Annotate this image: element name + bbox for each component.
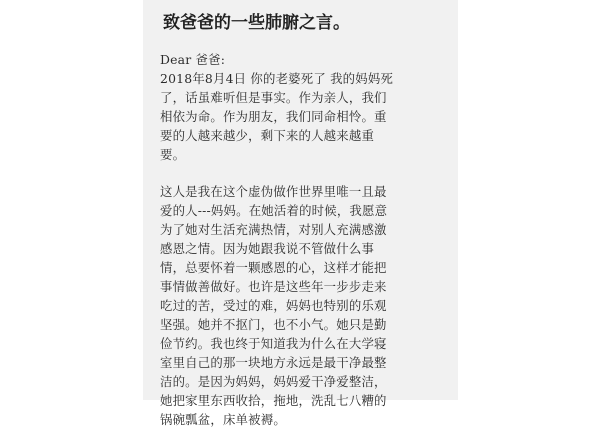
letter-title: 致爸爸的一些肺腑之言。 [163, 13, 350, 33]
paragraph2-line: 感恩之情。因为她跟我说不管做什么事 [160, 241, 375, 256]
salutation: Dear 爸爸: [160, 52, 226, 67]
paragraph2-line: 爱的人---妈妈。在她活着的时候，我愿意 [160, 203, 388, 218]
right-margin [458, 0, 600, 400]
paragraph2-line: 俭节约。我也终于知道我为什么在大学寝 [160, 336, 387, 351]
paragraph-gap [160, 164, 444, 182]
paragraph2-line: 锅碗瓢盆，床单被褥。 [160, 412, 286, 427]
paragraph2-line: 吃过的苦，受过的难，妈妈也特别的乐观 [160, 298, 387, 313]
paragraph2-line: 为了她对生活充满热情，对别人充满感激 [160, 222, 387, 237]
paragraph2-line: 这人是我在这个虚伪做作世界里唯一且最 [160, 184, 387, 199]
paragraph1-line: 要。 [160, 147, 186, 162]
paragraph1-line: 2018年8月4日 你的老婆死了 我的妈妈死 [160, 71, 394, 86]
letter-body [160, 50, 444, 429]
letter-page [143, 0, 458, 427]
paragraph2-line: 洁的。是因为妈妈，妈妈爱干净爱整洁， [160, 374, 387, 389]
paragraph2-line: 室里自己的那一块地方永远是最干净最整 [160, 355, 387, 370]
paragraph2-line: 事情做善做好。也许是这些年一步步走来 [160, 279, 387, 294]
left-margin [0, 0, 143, 400]
paragraph1-line: 相依为命。作为朋友，我们同命相怜。重 [160, 109, 387, 124]
paragraph2-line: 坚强。她并不抠门，也不小气。她只是勤 [160, 317, 387, 332]
paragraph2-line: 情，总要怀着一颗感恩的心，这样才能把 [160, 260, 387, 275]
paragraph2-line: 她把家里东西收拾，拖地，洗乱七八糟的 [160, 393, 387, 408]
paragraph1-line: 要的人越来越少，剩下来的人越来越重 [160, 128, 375, 143]
paragraph1-line: 了，话虽难听但是事实。作为亲人，我们 [160, 90, 387, 105]
